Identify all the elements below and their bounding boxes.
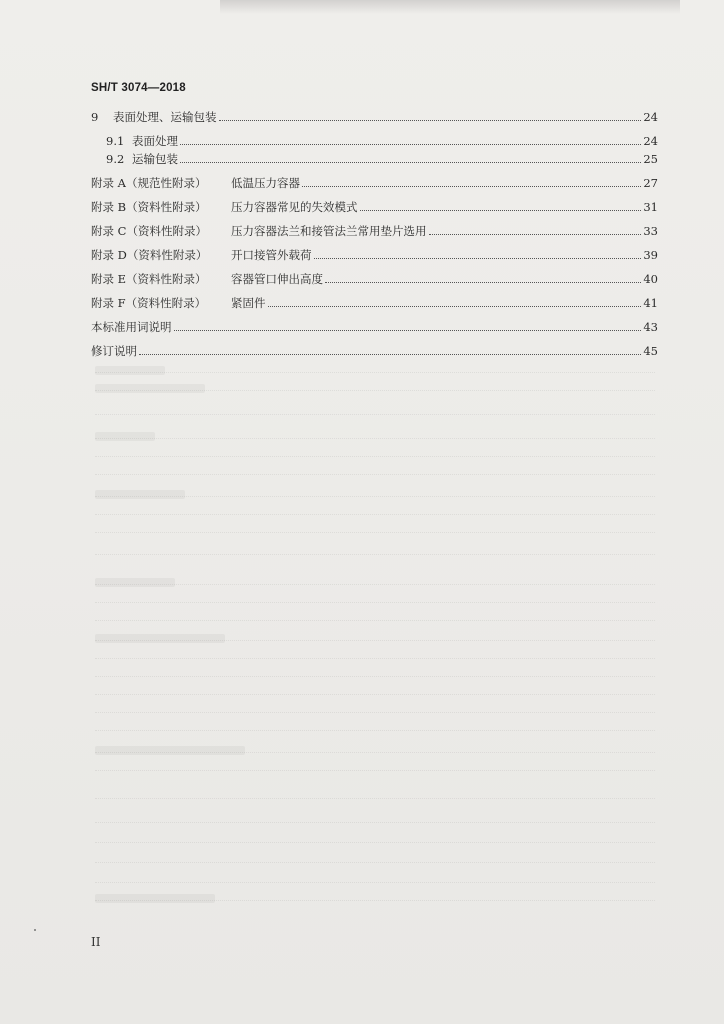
toc-entry-appendix-e[interactable]	[91, 271, 658, 287]
toc-entry-appendix-f[interactable]	[91, 295, 658, 311]
appendix-label: 附录 D（资料性附录）	[91, 248, 208, 262]
toc-entry-title: 运输包装	[132, 152, 178, 166]
toc-entry-title: 修订说明	[91, 344, 137, 358]
leader-dots	[174, 330, 642, 331]
toc-entry-page: 27	[643, 176, 658, 190]
toc-entry-title: 本标准用词说明	[91, 320, 172, 334]
toc-entry-appendix-c[interactable]	[91, 223, 658, 239]
page-number: II	[91, 935, 101, 949]
leader-dots	[429, 234, 642, 235]
toc-entry-page: 24	[643, 110, 658, 124]
toc-entry-title: 紧固件	[231, 296, 266, 310]
leader-dots	[180, 162, 641, 163]
toc-entry-page: 40	[643, 272, 658, 286]
leader-dots	[360, 210, 642, 211]
appendix-label: 附录 B（资料性附录）	[91, 200, 207, 214]
toc-entry[interactable]	[106, 133, 658, 149]
toc-entry-appendix-d[interactable]	[91, 247, 658, 263]
toc-entry-title: 表面处理	[132, 134, 178, 148]
toc-entry-page: 25	[643, 152, 658, 166]
appendix-label: 附录 E（资料性附录）	[91, 272, 207, 286]
toc-entry-title: 表面处理、运输包装	[113, 110, 217, 124]
toc-entry[interactable]	[106, 151, 658, 167]
toc-entry-title: 低温压力容器	[231, 176, 300, 190]
toc-entry-page: 33	[643, 224, 658, 238]
toc-entry-title: 压力容器法兰和接管法兰常用垫片选用	[231, 224, 427, 238]
document-code: SH/T 3074—2018	[91, 82, 186, 94]
toc-entry-title: 容器管口伸出高度	[231, 272, 323, 286]
toc-entry-number: 9	[91, 110, 99, 124]
leader-dots	[139, 354, 641, 355]
toc-entry-wording-explanation[interactable]	[91, 319, 658, 335]
appendix-label: 附录 A（规范性附录）	[91, 176, 207, 190]
toc-entry[interactable]	[91, 109, 658, 125]
toc-entry-page: 31	[643, 200, 658, 214]
toc-entry-page: 43	[643, 320, 658, 334]
appendix-label: 附录 C（资料性附录）	[91, 224, 207, 238]
leader-dots	[180, 144, 641, 145]
toc-entry-number: 9.2	[106, 152, 125, 166]
toc-entry-appendix-a[interactable]	[91, 175, 658, 191]
toc-entry-page: 45	[643, 344, 658, 358]
scan-shadow	[220, 0, 680, 14]
toc-entry-number: 9.1	[106, 134, 125, 148]
leader-dots	[268, 306, 642, 307]
toc-entry-title: 开口接管外载荷	[231, 248, 312, 262]
toc-entry-revision-notes[interactable]	[91, 343, 658, 359]
leader-dots	[314, 258, 642, 259]
leader-dots	[302, 186, 641, 187]
toc-entry-title: 压力容器常见的失效模式	[231, 200, 358, 214]
toc-entry-page: 24	[643, 134, 658, 148]
toc-entry-appendix-b[interactable]	[91, 199, 658, 215]
toc-entry-page: 41	[643, 296, 658, 310]
appendix-label: 附录 F（资料性附录）	[91, 296, 207, 310]
toc-entry-page: 39	[643, 248, 658, 262]
leader-dots	[325, 282, 641, 283]
bleed-through-ghost	[95, 358, 655, 918]
scan-speck	[34, 929, 36, 931]
leader-dots	[219, 120, 642, 121]
